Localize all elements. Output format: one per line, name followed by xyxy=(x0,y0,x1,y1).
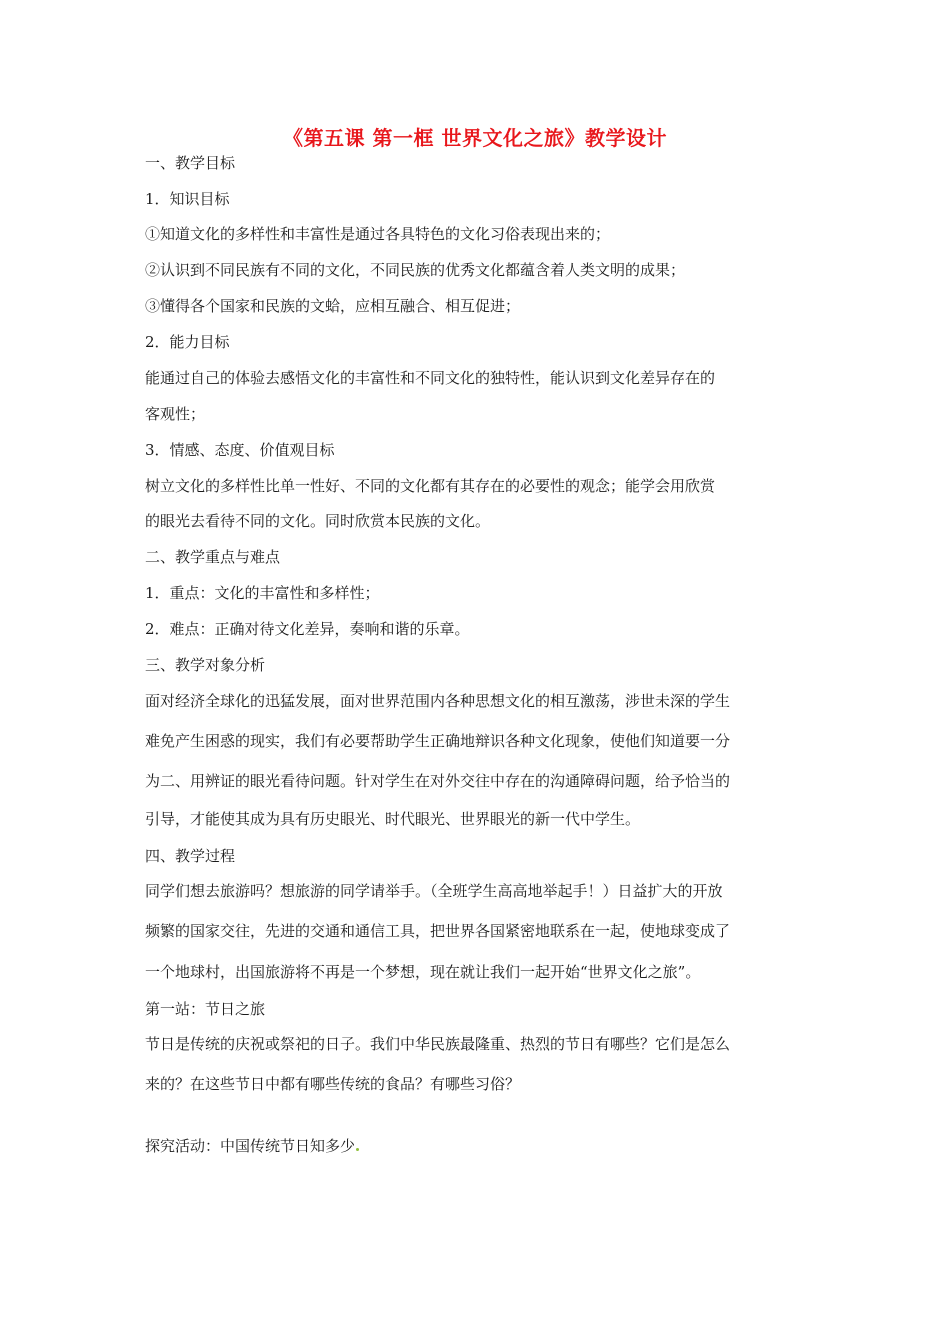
paragraph-line: 引导，才能使其成为具有历史眼光、时代眼光、世界眼光的新一代中学生。 xyxy=(145,810,641,828)
subheading-knowledge-goals: 1．知识目标 xyxy=(145,190,230,208)
heading-audience-analysis: 三、教学对象分析 xyxy=(145,656,266,674)
paragraph-line: 客观性； xyxy=(145,405,206,423)
subheading-first-stop: 第一站：节日之旅 xyxy=(145,1000,266,1018)
heading-teaching-process: 四、教学过程 xyxy=(145,847,236,865)
activity-line xyxy=(145,1136,360,1156)
document-title: 《第五课 第一框 世界文化之旅》教学设计 xyxy=(283,126,667,150)
paragraph-line: 面对经济全球化的迅猛发展，面对世界范围内各种思想文化的相互激荡，涉世未深的学生 xyxy=(145,692,731,710)
paragraph-line: 一个地球村，出国旅游将不再是一个梦想，现在就让我们一起开始“世界文化之旅”。 xyxy=(145,963,701,981)
marker-dot-icon xyxy=(356,1148,359,1151)
heading-key-points: 二、教学重点与难点 xyxy=(145,548,281,566)
paragraph-line: 同学们想去旅游吗？想旅游的同学请举手。（全班学生高高地举起手！）日益扩大的开放 xyxy=(145,882,723,900)
paragraph-line: 能通过自己的体验去感悟文化的丰富性和不同文化的独特性，能认识到文化差异存在的 xyxy=(145,369,716,387)
paragraph-line: 1．重点：文化的丰富性和多样性； xyxy=(145,584,380,602)
paragraph-line: 频繁的国家交往，先进的交通和通信工具，把世界各国紧密地联系在一起，使地球变成了 xyxy=(145,922,731,940)
activity-text: 探究活动：中国传统节日知多少 xyxy=(145,1137,356,1155)
paragraph-line: 的眼光去看待不同的文化。同时欣赏本民族的文化。 xyxy=(145,512,491,530)
paragraph-line: 难免产生困惑的现实，我们有必要帮助学生正确地辩识各种文化现象，使他们知道要一分 xyxy=(145,732,731,750)
paragraph-line: 节日是传统的庆祝或祭祀的日子。我们中华民族最隆重、热烈的节日有哪些？它们是怎么 xyxy=(145,1035,731,1053)
subheading-ability-goals: 2．能力目标 xyxy=(145,333,230,351)
subheading-emotion-goals: 3．情感、态度、价值观目标 xyxy=(145,441,335,459)
paragraph-line: ②认识到不同民族有不同的文化，不同民族的优秀文化都蕴含着人类文明的成果； xyxy=(145,261,686,279)
paragraph-line: 2．难点：正确对待文化差异，奏响和谐的乐章。 xyxy=(145,620,470,638)
paragraph-line: ③懂得各个国家和民族的文蛤，应相互融合、相互促进； xyxy=(145,297,521,315)
paragraph-line: 为二、用辨证的眼光看待问题。针对学生在对外交往中存在的沟通障碍问题，给予恰当的 xyxy=(145,772,731,790)
paragraph-line: 树立文化的多样性比单一性好、不同的文化都有其存在的必要性的观念；能学会用欣赏 xyxy=(145,477,716,495)
paragraph-line: 来的？在这些节日中都有哪些传统的食品？有哪些习俗？ xyxy=(145,1075,521,1093)
heading-teaching-goals: 一、教学目标 xyxy=(145,154,236,172)
paragraph-line: ①知道文化的多样性和丰富性是通过各具特色的文化习俗表现出来的； xyxy=(145,225,611,243)
